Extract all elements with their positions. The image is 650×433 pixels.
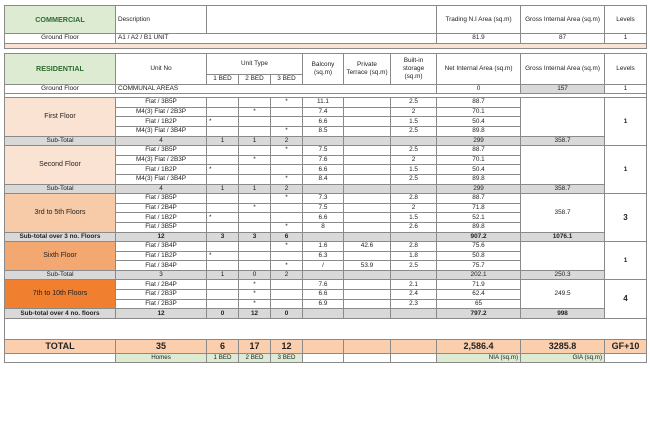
levels-cell: 1	[605, 84, 647, 94]
bed3-cell	[271, 251, 303, 261]
storage-cell: 2	[391, 107, 437, 117]
ground-floor-row	[5, 84, 647, 94]
bed3-cell	[271, 107, 303, 117]
nia-cell: 202.1	[437, 270, 521, 280]
unit-cell: Flat / 3B4P	[116, 242, 207, 252]
gia-cell: 250.3	[521, 270, 605, 280]
balcony-cell: 7.5	[303, 203, 344, 213]
bed3-cell: 0	[271, 309, 303, 319]
bed3-cell: *	[271, 222, 303, 232]
bed2-cell: 0	[239, 270, 271, 280]
bed1-cell	[207, 174, 239, 184]
subtotal-row	[5, 232, 647, 242]
balcony-cell: 8.4	[303, 174, 344, 184]
bed1-cell: 3	[207, 232, 239, 242]
terrace-cell	[344, 126, 391, 136]
storage-cell: 1.5	[391, 165, 437, 175]
bed2-header: 2 BED	[239, 74, 271, 84]
bed1-cell	[207, 222, 239, 232]
bed1-header: 1 BED	[207, 74, 239, 84]
footer-bed1: 1 BED	[207, 353, 239, 362]
subtotal-label: Sub-total over 4 no. floors	[5, 309, 116, 319]
storage-cell: 1.5	[391, 117, 437, 127]
terrace-cell	[344, 117, 391, 127]
nia-header-text: Net Internal Area (sq.m)	[444, 64, 513, 72]
floor-label: First Floor	[5, 98, 116, 136]
units-cell: 3	[116, 270, 207, 280]
bed2-cell: *	[239, 203, 271, 213]
bed3-cell	[271, 203, 303, 213]
trading-nia-header-text: Trading N.I Area (sq.m)	[445, 15, 512, 23]
units-cell: 12	[116, 309, 207, 319]
table-row	[5, 146, 647, 156]
balcony-cell: 6.6	[303, 165, 344, 175]
gia-cell	[521, 98, 605, 136]
bed2-cell: 12	[239, 309, 271, 319]
storage-cell: 2.8	[391, 242, 437, 252]
nia-cell: 89.8	[437, 174, 521, 184]
bed2-cell: 3	[239, 232, 271, 242]
bed3-cell	[271, 280, 303, 290]
bed2-cell: 1	[239, 184, 271, 194]
terrace-cell	[344, 107, 391, 117]
gia-cell: 87	[521, 34, 605, 44]
footer-gia: GIA (sq.m)	[521, 353, 605, 362]
storage-cell: 2.8	[391, 194, 437, 204]
bed1-cell	[207, 203, 239, 213]
subtotal-row	[5, 136, 647, 146]
unit-cell: Flat / 1B2P	[116, 213, 207, 223]
gia-cell: 157	[521, 84, 605, 94]
storage-cell: 2.1	[391, 280, 437, 290]
total-bed1: 6	[207, 339, 239, 353]
bed1-cell	[207, 146, 239, 156]
bed1-cell: *	[207, 117, 239, 127]
unit-cell: COMMUNAL AREAS	[116, 84, 437, 94]
unit-cell: Flat / 2B4P	[116, 203, 207, 213]
terrace-cell	[344, 213, 391, 223]
bed1-cell	[207, 194, 239, 204]
bed1-cell	[207, 299, 239, 309]
balcony-cell: 7.6	[303, 280, 344, 290]
terrace-cell: 53.9	[344, 261, 391, 271]
terrace-cell	[344, 165, 391, 175]
balcony-cell: /	[303, 261, 344, 271]
balcony-cell: 7.5	[303, 146, 344, 156]
footer-bed2: 2 BED	[239, 353, 271, 362]
unit-cell: Flat / 3B5P	[116, 98, 207, 108]
bed1-cell	[207, 155, 239, 165]
terrace-cell	[344, 222, 391, 232]
unit-cell: Flat / 3B5P	[116, 222, 207, 232]
nia-cell: 50.4	[437, 117, 521, 127]
bed1-cell: *	[207, 165, 239, 175]
gia-cell: 358.7	[521, 194, 605, 232]
bed1-cell	[207, 242, 239, 252]
nia-cell: 75.7	[437, 261, 521, 271]
storage-cell: 2.5	[391, 261, 437, 271]
floor-cell: Ground Floor	[5, 34, 116, 44]
terrace-cell	[344, 155, 391, 165]
balcony-cell: 1.6	[303, 242, 344, 252]
gia-cell: 358.7	[521, 136, 605, 146]
terrace-cell	[344, 146, 391, 156]
levels-header: Levels	[605, 53, 647, 84]
bed2-cell	[239, 261, 271, 271]
table-row	[5, 194, 647, 204]
storage-cell: 1.8	[391, 251, 437, 261]
bed2-cell	[239, 222, 271, 232]
bed2-cell: *	[239, 155, 271, 165]
gia-cell: 358.7	[521, 184, 605, 194]
gia-header-text: Gross Internal Area (sq.m)	[525, 64, 600, 72]
bed2-cell: *	[239, 290, 271, 300]
bed2-cell	[239, 251, 271, 261]
floor-label: Sixth Floor	[5, 242, 116, 271]
bed3-cell: *	[271, 174, 303, 184]
unit-cell: Flat / 2B4P	[116, 280, 207, 290]
levels-cell: 1	[605, 98, 647, 146]
bed2-cell	[239, 146, 271, 156]
bed3-cell: *	[271, 261, 303, 271]
total-units: 35	[116, 339, 207, 353]
gia-cell	[521, 242, 605, 271]
bed3-cell: *	[271, 194, 303, 204]
unit-cell: M4(3) Flat / 2B3P	[116, 107, 207, 117]
floor-label: Second Floor	[5, 146, 116, 184]
storage-cell: 2.4	[391, 290, 437, 300]
bed1-cell	[207, 280, 239, 290]
bed2-cell: *	[239, 280, 271, 290]
footer-bed3: 3 BED	[271, 353, 303, 362]
unit-cell: M4(3) Flat / 2B3P	[116, 155, 207, 165]
bed3-header: 3 BED	[271, 74, 303, 84]
unit-cell: Flat / 1B2P	[116, 165, 207, 175]
storage-cell: 2.3	[391, 299, 437, 309]
storage-cell: 2.5	[391, 146, 437, 156]
subtotal-label: Sub-Total	[5, 184, 116, 194]
balcony-cell: 7.4	[303, 107, 344, 117]
total-bed2: 17	[239, 339, 271, 353]
unit-cell: Flat / 1B2P	[116, 117, 207, 127]
balcony-header-text: Balcony (sq.m)	[311, 60, 335, 76]
table-row	[5, 242, 647, 252]
levels-cell: 1	[605, 146, 647, 194]
unit-cell: Flat / 1B2P	[116, 251, 207, 261]
nia-cell: 70.1	[437, 155, 521, 165]
table-row	[5, 98, 647, 108]
total-levels: GF+10	[605, 339, 647, 353]
area-schedule-table	[4, 5, 647, 363]
commercial-levels-header: Levels	[605, 6, 647, 34]
storage-cell: 2.6	[391, 222, 437, 232]
bed2-cell	[239, 194, 271, 204]
balcony-cell: 8.5	[303, 126, 344, 136]
trading-nia-header	[437, 6, 521, 34]
balcony-cell: 6.6	[303, 213, 344, 223]
subtotal-label: Sub-Total	[5, 270, 116, 280]
gia-cell: 249.5	[521, 280, 605, 309]
balcony-cell: 7.6	[303, 155, 344, 165]
subtotal-row	[5, 270, 647, 280]
bed3-cell: *	[271, 146, 303, 156]
terrace-cell	[344, 280, 391, 290]
footer-nia: NIA (sq.m)	[437, 353, 521, 362]
unit-no-header: Unit No	[116, 53, 207, 84]
storage-cell: 2	[391, 155, 437, 165]
footer-homes: Homes	[116, 353, 207, 362]
description-header: Description	[116, 6, 207, 34]
terrace-cell	[344, 98, 391, 108]
bed3-cell	[271, 165, 303, 175]
terrace-cell	[344, 203, 391, 213]
residential-section-label: RESIDENTIAL	[5, 53, 116, 84]
bed2-cell: 1	[239, 136, 271, 146]
nia-cell: 50.8	[437, 251, 521, 261]
unit-cell: Flat / 3B5P	[116, 146, 207, 156]
unit-cell: Flat / 3B5P	[116, 194, 207, 204]
floor-label: 3rd to 5th Floors	[5, 194, 116, 232]
levels-cell: 3	[605, 194, 647, 242]
bed3-cell: *	[271, 98, 303, 108]
bed1-cell	[207, 261, 239, 271]
bed2-cell	[239, 117, 271, 127]
bed2-cell	[239, 98, 271, 108]
balcony-cell: 6.6	[303, 117, 344, 127]
total-bed3: 12	[271, 339, 303, 353]
nia-cell: 65	[437, 299, 521, 309]
footer-row	[5, 353, 647, 362]
terrace-header	[344, 53, 391, 84]
terrace-cell	[344, 174, 391, 184]
table-row	[5, 280, 647, 290]
bed3-cell: 2	[271, 136, 303, 146]
commercial-row	[5, 34, 647, 44]
nia-header	[437, 53, 521, 84]
bed2-cell	[239, 174, 271, 184]
bed1-cell	[207, 107, 239, 117]
units-cell: 4	[116, 136, 207, 146]
nia-cell: 299	[437, 184, 521, 194]
storage-header-text: Built-in storage (sq.m)	[402, 56, 425, 80]
nia-cell: 75.6	[437, 242, 521, 252]
balcony-cell: 6.6	[303, 290, 344, 300]
storage-cell: 2.5	[391, 174, 437, 184]
total-gia: 3285.8	[521, 339, 605, 353]
bed1-cell	[207, 98, 239, 108]
nia-cell: 70.1	[437, 107, 521, 117]
bed3-cell: 2	[271, 270, 303, 280]
balcony-cell: 6.3	[303, 251, 344, 261]
terrace-cell	[344, 299, 391, 309]
terrace-cell	[344, 290, 391, 300]
nia-cell: 88.7	[437, 194, 521, 204]
gia-cell: 998	[521, 309, 605, 319]
bed2-cell	[239, 213, 271, 223]
bed1-cell	[207, 126, 239, 136]
bed1-cell: 1	[207, 136, 239, 146]
bed1-cell: 1	[207, 184, 239, 194]
unit-cell: Flat / 3B4P	[116, 261, 207, 271]
bed3-cell: 6	[271, 232, 303, 242]
bed2-cell	[239, 242, 271, 252]
subtotal-row	[5, 184, 647, 194]
unit-cell: M4(3) Flat / 3B4P	[116, 174, 207, 184]
units-cell: 4	[116, 184, 207, 194]
gia-cell	[521, 146, 605, 184]
residential-header-row	[5, 53, 647, 74]
subtotal-row	[5, 309, 647, 319]
nia-cell: 71.8	[437, 203, 521, 213]
terrace-header-text: Private Terrace (sq.m)	[346, 60, 388, 76]
nia-cell: 52.1	[437, 213, 521, 223]
balcony-cell: 8	[303, 222, 344, 232]
bed3-cell	[271, 290, 303, 300]
levels-cell: 4	[605, 280, 647, 318]
total-row	[5, 339, 647, 353]
floor-label: 7th to 10th Floors	[5, 280, 116, 309]
bed1-cell: *	[207, 213, 239, 223]
storage-cell: 2	[391, 203, 437, 213]
bed2-cell	[239, 126, 271, 136]
nia-cell: 81.9	[437, 34, 521, 44]
unit-type-header: Unit Type	[207, 53, 303, 74]
unit-cell: Flat / 2B3P	[116, 290, 207, 300]
total-nia: 2,586.4	[437, 339, 521, 353]
terrace-cell	[344, 194, 391, 204]
nia-cell: 71.9	[437, 280, 521, 290]
total-label: TOTAL	[5, 339, 116, 353]
nia-cell: 89.8	[437, 222, 521, 232]
units-cell: 12	[116, 232, 207, 242]
bed3-cell: 2	[271, 184, 303, 194]
gia-cell: 1076.1	[521, 232, 605, 242]
blank-row	[5, 318, 647, 339]
nia-cell: 62.4	[437, 290, 521, 300]
bed3-cell	[271, 299, 303, 309]
commercial-gia-header-text: Gross Internal Area (sq.m)	[525, 15, 600, 23]
storage-cell: 2.5	[391, 126, 437, 136]
nia-cell: 88.7	[437, 146, 521, 156]
nia-cell: 907.2	[437, 232, 521, 242]
balcony-cell: 6.9	[303, 299, 344, 309]
bed2-cell: *	[239, 107, 271, 117]
levels-cell: 1	[605, 34, 647, 44]
unit-cell: M4(3) Flat / 3B4P	[116, 126, 207, 136]
terrace-cell: 42.6	[344, 242, 391, 252]
bed3-cell: *	[271, 126, 303, 136]
bed3-cell	[271, 213, 303, 223]
bed1-cell: 1	[207, 270, 239, 280]
balcony-cell: 7.3	[303, 194, 344, 204]
balcony-header	[303, 53, 344, 84]
storage-cell: 1.5	[391, 213, 437, 223]
commercial-gia-header	[521, 6, 605, 34]
commercial-header-row	[5, 6, 647, 34]
commercial-section-label: COMMERCIAL	[5, 6, 116, 34]
subtotal-label: Sub-Total	[5, 136, 116, 146]
unit-cell: Flat / 2B3P	[116, 299, 207, 309]
nia-cell: 797.2	[437, 309, 521, 319]
bed3-cell: *	[271, 242, 303, 252]
bed3-cell	[271, 117, 303, 127]
storage-cell: 2.5	[391, 98, 437, 108]
subtotal-label: Sub-total over 3 no. Floors	[5, 232, 116, 242]
levels-cell: 1	[605, 242, 647, 280]
floor-cell: Ground Floor	[5, 84, 116, 94]
bed1-cell: *	[207, 251, 239, 261]
nia-cell: 0	[437, 84, 521, 94]
nia-cell: 88.7	[437, 98, 521, 108]
terrace-cell	[344, 251, 391, 261]
bed3-cell	[271, 155, 303, 165]
gia-header	[521, 53, 605, 84]
bed1-cell	[207, 290, 239, 300]
storage-header	[391, 53, 437, 84]
unit-cell: A1 / A2 / B1 UNIT	[116, 34, 437, 44]
balcony-cell: 11.1	[303, 98, 344, 108]
bed2-cell	[239, 165, 271, 175]
commercial-blank	[207, 6, 437, 34]
nia-cell: 50.4	[437, 165, 521, 175]
area-schedule	[4, 5, 646, 363]
nia-cell: 89.8	[437, 126, 521, 136]
nia-cell: 299	[437, 136, 521, 146]
bed1-cell: 0	[207, 309, 239, 319]
bed2-cell: *	[239, 299, 271, 309]
